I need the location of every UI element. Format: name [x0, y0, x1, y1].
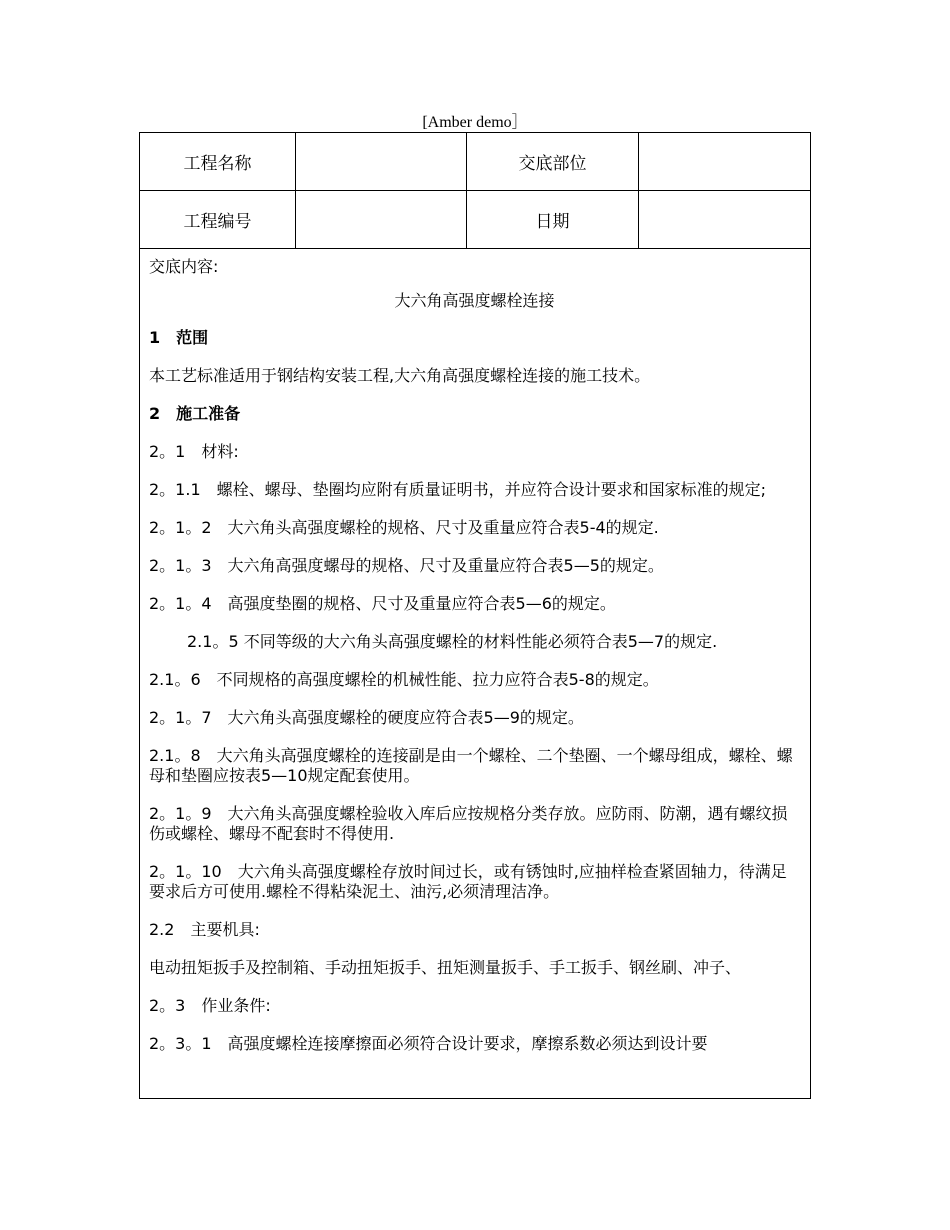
project-name-label: 工程名称 — [140, 133, 296, 190]
paragraph: 电动扭矩扳手及控制箱、手动扭矩扳手、扭矩测量扳手、手工扳手、钢丝刷、冲子、 — [149, 958, 742, 977]
paragraph: 2.1。8 大六角头高强度螺栓的连接副是由一个螺栓、二个垫圈、一个螺母组成，螺栓、螺母和垫圈应按表5—10规定配套使用。 — [149, 746, 793, 785]
paragraph: 2。1.1 螺栓、螺母、垫圈均应附有质量证明书，并应符合设计要求和国家标准的规定; — [149, 480, 767, 499]
disclosure-location-label: 交底部位 — [467, 133, 639, 190]
form-row-project-number — [140, 191, 810, 249]
project-number-label: 工程编号 — [140, 191, 296, 248]
date-label: 日期 — [467, 191, 639, 248]
form-row-project-name — [140, 133, 810, 191]
project-name-value[interactable] — [296, 133, 467, 190]
date-value[interactable] — [639, 191, 810, 248]
paragraph: 2。1。10 大六角头高强度螺栓存放时间过长，或有锈蚀时,应抽样检查紧固轴力，待满足要求后方可使用.螺栓不得粘染泥土、油污,必须清理洁净。 — [149, 862, 787, 901]
paragraph: 2。1。3 大六角高强度螺母的规格、尺寸及重量应符合表5—5的规定。 — [149, 556, 664, 575]
paragraph: 本工艺标准适用于钢结构安装工程,大六角高强度螺栓连接的施工技术。 — [149, 366, 651, 385]
disclosure-content — [140, 249, 810, 1054]
paragraph: 2.2 主要机具: — [149, 920, 260, 939]
paragraph: 2。1。9 大六角头高强度螺栓验收入库后应按规格分类存放。应防雨、防潮，遇有螺纹损伤或螺栓、螺母不配套时不得使用. — [149, 804, 788, 843]
content-intro: 交底内容: — [149, 257, 219, 276]
header-mark: [Amber demo］ — [422, 114, 528, 131]
technical-disclosure-form — [139, 132, 811, 1099]
paragraph: 2。1。4 高强度垫圈的规格、尺寸及重量应符合表5—6的规定。 — [149, 594, 616, 613]
section-heading: 1 范围 — [149, 328, 209, 347]
disclosure-location-value[interactable] — [639, 133, 810, 190]
document-title: 大六角高强度螺栓连接 — [394, 291, 555, 310]
paragraph: 2.1。6 不同规格的高强度螺栓的机械性能、拉力应符合表5-8的规定。 — [149, 670, 659, 689]
paragraph: 2。1。2 大六角头高强度螺栓的规格、尺寸及重量应符合表5-4的规定. — [149, 518, 659, 537]
paragraph: 2.1。5 不同等级的大六角头高强度螺栓的材料性能必须符合表5—7的规定. — [187, 632, 718, 651]
project-number-value[interactable] — [296, 191, 467, 248]
paragraph: 2。1 材料: — [149, 442, 239, 461]
paragraph: 2。1。7 大六角头高强度螺栓的硬度应符合表5—9的规定。 — [149, 708, 584, 727]
paragraph: 2。3。1 高强度螺栓连接摩擦面必须符合设计要求，摩擦系数必须达到设计要 — [149, 1034, 708, 1053]
paragraph: 2。3 作业条件: — [149, 996, 271, 1015]
section-heading: 2 施工准备 — [149, 404, 241, 423]
